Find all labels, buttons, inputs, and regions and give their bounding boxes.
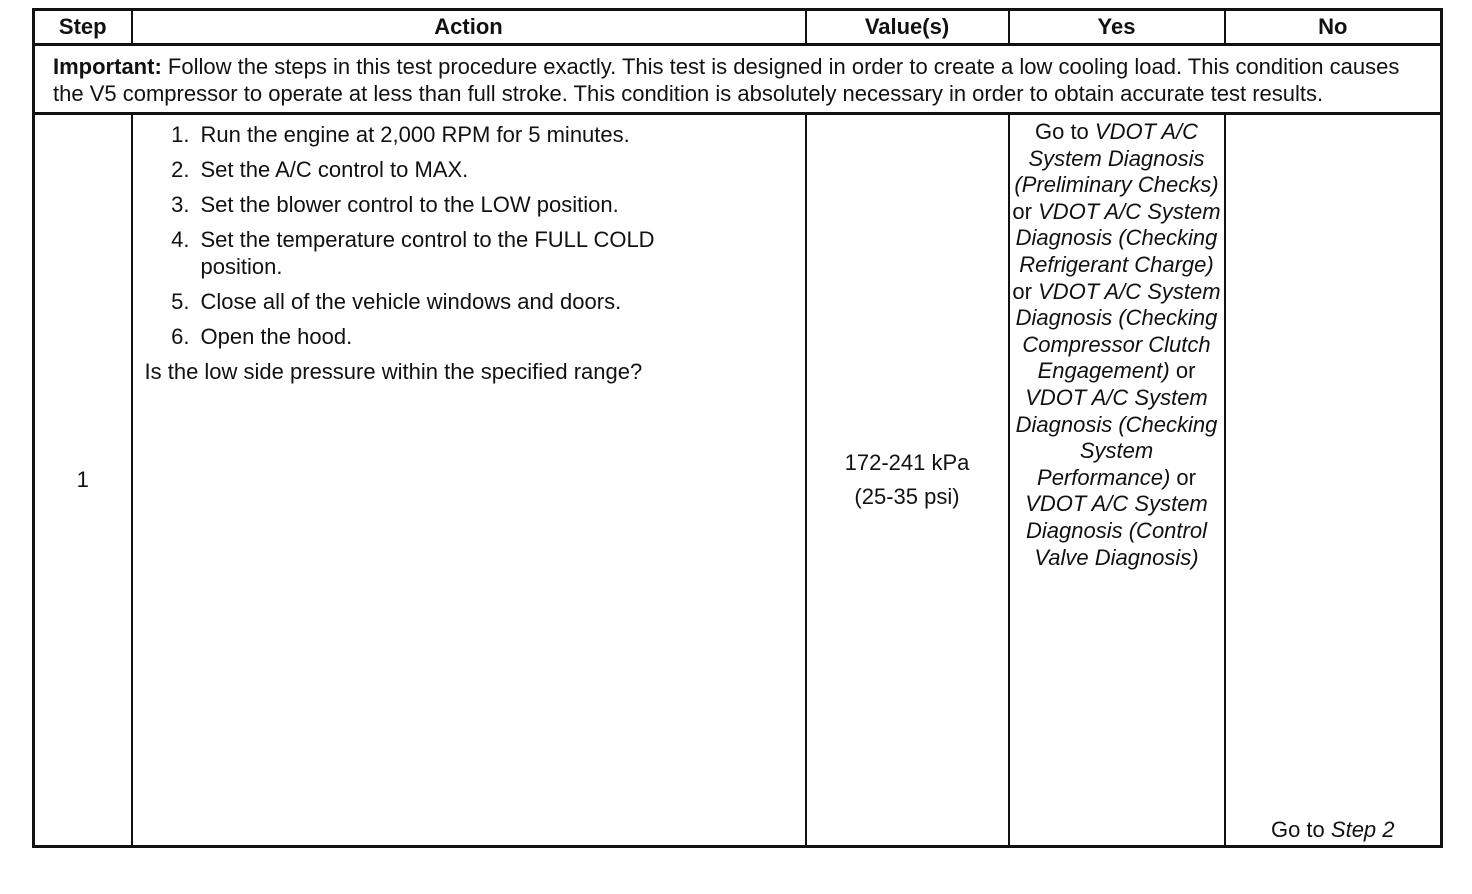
value-kpa: 172-241 kPa — [844, 450, 970, 475]
header-row — [34, 10, 1442, 45]
action-item — [145, 226, 795, 280]
yes-or: or — [1012, 198, 1032, 224]
yes-ref-clutch-engagement[interactable]: VDOT A/C System Diagnosis (Checking Compressor Clutch Engagement) — [1015, 278, 1221, 384]
action-item — [145, 121, 795, 148]
action-text: Set the blower control to the LOW position. — [200, 192, 619, 217]
action-text: Set the temperature control to the FULL COLD position. — [200, 227, 655, 279]
action-number: 2. — [171, 157, 190, 182]
action-text: Close all of the vehicle windows and doors. — [200, 289, 622, 314]
action-text: Run the engine at 2,000 RPM for 5 minutes. — [200, 122, 630, 147]
header-action: Action — [132, 10, 806, 45]
action-list — [145, 121, 795, 350]
action-number: 4. — [171, 227, 190, 252]
header-step: Step — [34, 10, 132, 45]
no-cell — [1225, 114, 1442, 847]
yes-cell — [1009, 114, 1225, 847]
value-psi: (25-35 psi) — [854, 484, 960, 509]
yes-or: or — [1012, 278, 1032, 304]
yes-ref-control-valve[interactable]: VDOT A/C System Diagnosis (Control Valve Diagnosis) — [1025, 491, 1208, 570]
step-number: 1 — [34, 114, 132, 847]
yes-ref-refrigerant-charge[interactable]: VDOT A/C System Diagnosis (Checking Refrigerant Charge) — [1015, 198, 1221, 277]
important-label: Important: — [53, 54, 162, 79]
header-yes: Yes — [1009, 10, 1225, 45]
value-cell — [806, 114, 1009, 847]
important-text: Follow the steps in this test procedure exactly. This test is designed in order to create a low cooling load. This condition causes the V5 compressor to operate at less than full stroke. This condition is absolutely necessary in order to obtain accurate test results. — [53, 54, 1400, 106]
action-number: 6. — [171, 324, 190, 349]
action-number: 3. — [171, 192, 190, 217]
yes-or: or — [1175, 358, 1196, 384]
yes-or: or — [1176, 464, 1196, 490]
action-number: 5. — [171, 289, 190, 314]
action-item — [145, 156, 795, 183]
action-item — [145, 191, 795, 218]
action-item — [145, 288, 795, 315]
yes-ref-preliminary-checks[interactable]: VDOT A/C System Diagnosis (Preliminary Checks) — [1014, 119, 1219, 198]
action-number: 1. — [171, 122, 190, 147]
action-question: Is the low side pressure within the specified range? — [144, 359, 643, 384]
yes-ref-system-performance[interactable]: VDOT A/C System Diagnosis (Checking System Performance) — [1015, 384, 1218, 490]
no-goto: Go to — [1270, 817, 1325, 842]
step-row-1 — [34, 114, 1442, 847]
header-no: No — [1225, 10, 1442, 45]
action-text: Open the hood. — [200, 324, 353, 349]
important-note — [34, 45, 1442, 114]
yes-goto: Go to — [1034, 119, 1089, 144]
action-text: Set the A/C control to MAX. — [200, 157, 469, 182]
diagnostic-table — [32, 8, 1443, 848]
header-values: Value(s) — [806, 10, 1009, 45]
no-ref-step-2[interactable]: Step 2 — [1330, 817, 1395, 842]
important-row — [34, 45, 1442, 114]
action-item — [145, 323, 795, 350]
action-cell — [132, 114, 806, 847]
